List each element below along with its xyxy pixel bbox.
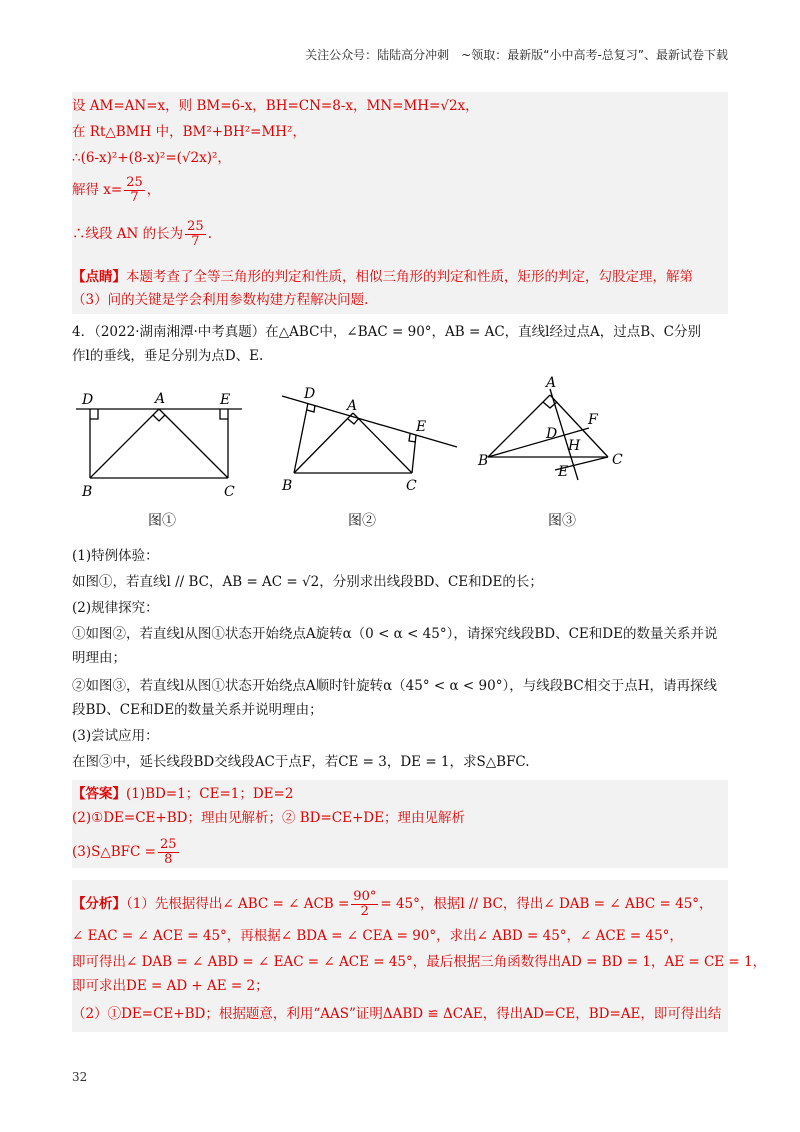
comment-tag: 【点睛】: [72, 269, 126, 285]
question-line: 在图③中，延长线段BD交线段AC于点F，若CE = 3，DE = 1，求S△BFC.: [72, 754, 530, 770]
fig1-label-c: C: [224, 484, 235, 500]
page-number: 32: [72, 1070, 88, 1084]
fig3-label-b: B: [478, 453, 489, 469]
fig1-label-a: A: [155, 391, 166, 407]
solution-text: ∴线段 AN 的长为: [72, 226, 184, 242]
analysis-line: 即可求出DE = AD + AE = 2；: [72, 978, 269, 994]
answer-box: [72, 780, 728, 868]
answer-line: (2)①DE=CE+BD；理由见解析；② BD=CE+DE；理由见解析: [72, 810, 465, 826]
comment-line: 【点睛】本题考查了全等三角形的判定和性质，相似三角形的判定和性质，矩形的判定，勾股定理，解第: [72, 269, 693, 285]
fig1-caption: 图①: [148, 513, 176, 529]
figures-row: [72, 376, 728, 532]
analysis-tag: 【分析】: [72, 896, 126, 912]
analysis-line: ∠ EAC = ∠ ACE = 45°，再根据∠ BDA = ∠ CEA = 90°，求出∠ ABD = 45°，∠ ACE = 45°，: [72, 928, 683, 944]
analysis-line: 【分析】（1）先根据得出∠ ABC = ∠ ACB = $\frac{90^\circ}{2}$ = 45°，根据l // BC，得出∠ DAB = ∠ ABC = 45°，: [72, 889, 713, 919]
fraction: $\frac{25}{7}$: [126, 175, 143, 205]
answer-tag: 【答案】: [72, 786, 126, 802]
question-line: 段BD、CE和DE的数量关系并说明理由；: [72, 702, 323, 718]
analysis-line: 即可得出∠ DAB = ∠ ABD = ∠ EAC = ∠ ACE = 45°，最后根据三角函数得出AD = BD = 1，AE = CE = 1，: [72, 954, 767, 970]
analysis-line: （2）①DE=CE+BD；根据题意，利用“AAS”证明ΔABD ≌ ΔCAE，得出AD=CE，BD=AE，即可得出结: [72, 1006, 722, 1022]
page-header: 关注公众号：陆陆高分冲刺 ~领取：最新版“小中高考-总复习”、最新试卷下载: [305, 48, 728, 62]
figure-2: [282, 396, 457, 473]
fig2-label-d: D: [304, 386, 316, 402]
comment-line: （3）问的关键是学会利用参数构建方程解决问题.: [72, 292, 369, 308]
fig2-label-b: B: [282, 478, 293, 494]
fraction: $\frac{25}{8}$: [159, 837, 177, 867]
solution-line: ∴线段 AN 的长为 $\frac{25}{7}$ .: [72, 219, 212, 249]
question-line: 如图①，若直线l // BC，AB = AC = √2，分别求出线段BD、CE和DE的长；: [72, 574, 543, 590]
fig3-label-a: A: [546, 376, 557, 391]
fig2-label-c: C: [406, 478, 417, 494]
fraction: $\frac{90^\circ}{2}$: [353, 889, 377, 919]
fig3-label-f: F: [588, 412, 598, 428]
question-title: (3)尝试应用：: [72, 728, 159, 744]
figure-1: [76, 409, 242, 478]
solution-line: ∴(6-x)²+(8-x)²=(√2x)²，: [72, 150, 231, 166]
answer-line: (3)S△BFC = $\frac{25}{8}$: [72, 837, 177, 867]
fig3-label-d: D: [546, 426, 558, 442]
fig2-label-e: E: [416, 419, 427, 435]
fig3-label-h: H: [568, 438, 581, 454]
problem-line: 4．（2022·湖南湘潭·中考真题）在△ABC中，∠BAC = 90°，AB = AC，直线l经过点A，过点B、C分别: [72, 324, 702, 340]
fig3-caption: 图③: [548, 513, 576, 529]
fig3-label-c: C: [612, 452, 623, 468]
solution-box: [72, 92, 728, 314]
solution-line: 解得 x= $\frac{25}{7}$ ，: [72, 175, 161, 205]
fig3-label-e: E: [558, 464, 569, 480]
fig1-label-d: D: [82, 392, 94, 408]
analysis-box: [72, 880, 767, 1032]
question-line: 明理由；: [72, 650, 126, 666]
problem-line: 作l的垂线，垂足分别为点D、E.: [72, 348, 264, 364]
fig2-label-a: A: [347, 398, 358, 414]
question-title: (2)规律探究：: [72, 600, 159, 616]
fig1-label-e: E: [220, 392, 231, 408]
question-line: ①如图②，若直线l从图①状态开始绕点A旋转α（0 < α < 45°），请探究线段BD、CE和DE的数量关系并说: [72, 626, 718, 642]
question-title: (1)特例体验：: [72, 548, 159, 564]
answer-line: 【答案】(1)BD=1；CE=1；DE=2: [72, 786, 294, 802]
solution-text: 解得 x=: [72, 182, 123, 198]
fraction: $\frac{25}{7}$: [187, 219, 204, 249]
question-line: ②如图③，若直线l从图①状态开始绕点A顺时针旋转α（45° < α < 90°），与线段BC相交于点H，请再探线: [72, 678, 717, 694]
figures-svg: [72, 376, 728, 532]
solution-line: 在 Rt△BMH 中，BM²+BH²=MH²，: [72, 124, 306, 140]
fig1-label-b: B: [82, 484, 93, 500]
solution-line: 设 AM=AN=x，则 BM=6-x，BH=CN=8-x，MN=MH=√2x，: [72, 98, 479, 114]
fig2-caption: 图②: [348, 513, 376, 529]
